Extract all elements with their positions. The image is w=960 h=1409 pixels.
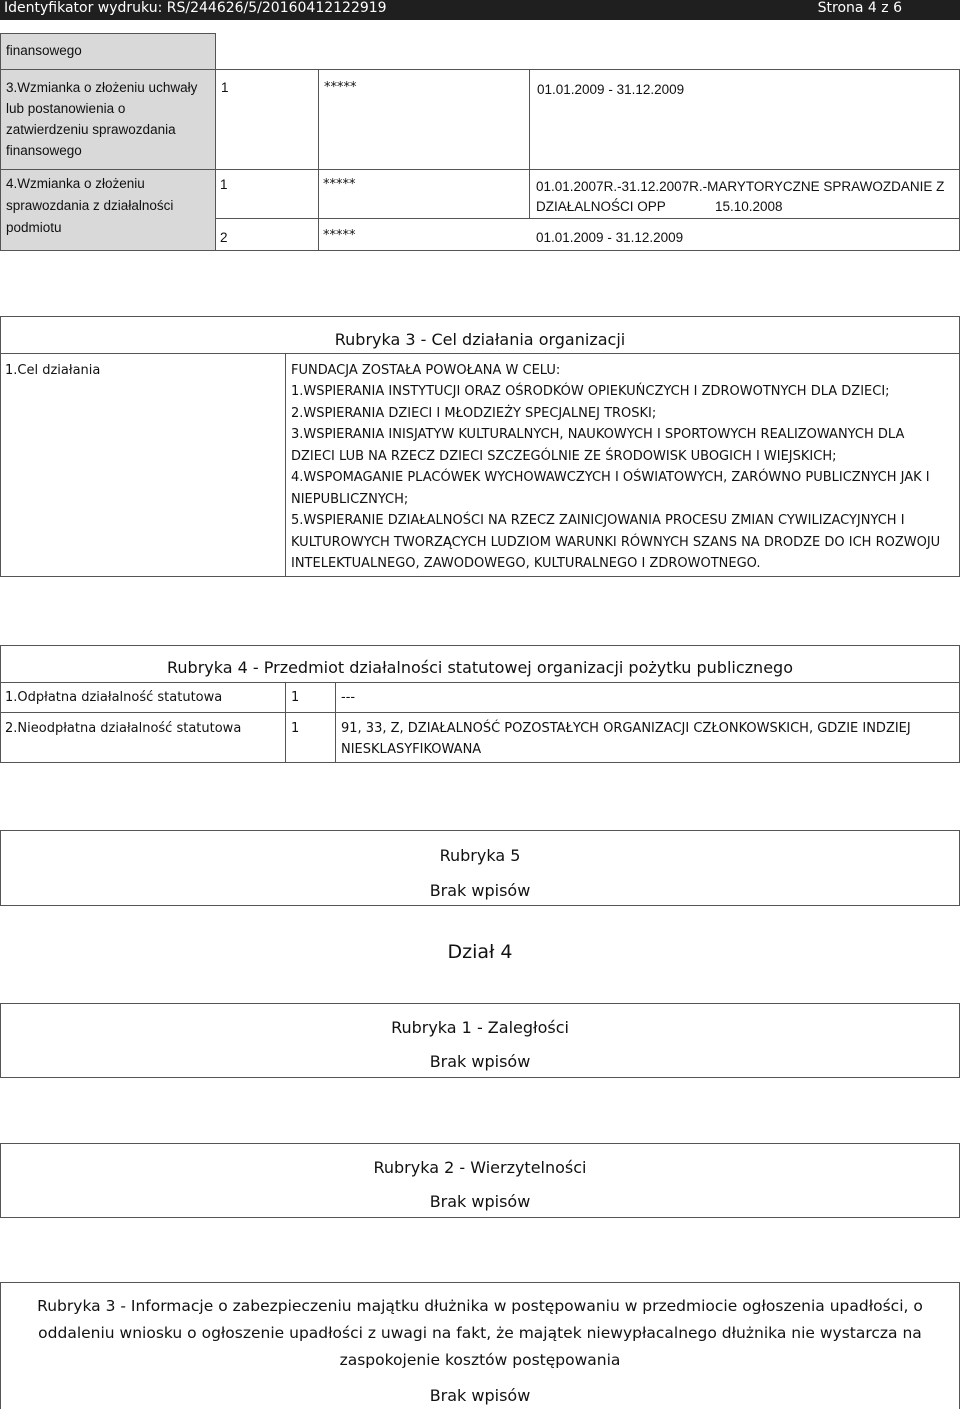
d4-rubryka1-section <box>0 1003 960 1078</box>
section-title-line: oddaleniu wniosku o ogłoszenie upadłości z uwagi na fakt, że majątek niewypłacalnego dłużnika nie wystarcza na <box>38 1324 922 1342</box>
rubryka5-section <box>0 830 960 906</box>
report-text-line2: DZIAŁALNOŚCI OPP <box>536 199 666 214</box>
label-line: podmiotu <box>6 220 62 235</box>
print-header-bar <box>0 0 960 20</box>
label-cell-row4 <box>0 169 216 251</box>
purpose-line: 4.WSPOMAGANIE PLACÓWEK WYCHOWAWCZYCH I OŚWIATOWYCH, ZARÓWNO PUBLICZNYCH JAK I <box>291 470 930 485</box>
no-entries-text: Brak wpisów <box>429 1052 531 1071</box>
activity-value: NIESKLASYFIKOWANA <box>341 742 482 757</box>
label-line: finansowego <box>6 143 82 158</box>
period-text: 01.01.2009 - 31.12.2009 <box>537 82 685 97</box>
purpose-line: DZIECI LUB NA RZECZ DZIECI SZCZEGÓLNIE ZE ŚRODOWISK UBOGICH I WIEJSKICH; <box>291 449 837 464</box>
purpose-line: 1.WSPIERANIA INSTYTUCJI ORAZ OŚRODKÓW OPIEKUŃCZYCH I ZDROWOTNYCH DLA DZIECI; <box>291 384 890 399</box>
row3-num-cell <box>215 69 319 170</box>
activity-number: 1 <box>291 721 300 736</box>
purpose-line: 2.WSPIERANIA DZIECI I MŁODZIEŻY SPECJALNEJ TROSKI; <box>291 406 657 421</box>
activity-label: 1.Odpłatna działalność statutowa <box>5 690 223 705</box>
section-title: Rubryka 3 - Cel działania organizacji <box>334 330 626 349</box>
entry-number: 1 <box>221 80 229 95</box>
label-line: 4.Wzmianka o złożeniu <box>6 176 145 191</box>
section-title: Rubryka 1 - Zaległości <box>391 1018 569 1037</box>
masked-value: ***** <box>323 228 356 243</box>
label-line: lub postanowienia o <box>6 101 126 116</box>
label-cell-row3 <box>0 69 216 170</box>
label-line: 3.Wzmianka o złożeniu uchwały <box>6 80 198 95</box>
label-line: zatwierdzeniu sprawozdania <box>6 122 176 137</box>
purpose-line: 5.WSPIERANIE DZIAŁALNOŚCI NA RZECZ ZAINICJOWANIA PROCESU ZMIAN CYWILIZACYJNYCH I <box>291 513 905 528</box>
section-title: Rubryka 4 - Przedmiot działalności statutowej organizacji pożytku publicznego <box>167 658 793 677</box>
masked-value: ***** <box>323 177 356 192</box>
section-title: Rubryka 2 - Wierzytelności <box>373 1158 587 1177</box>
row3-stars-cell <box>318 69 530 170</box>
purpose-line: INTELEKTUALNEGO, ZAWODOWEGO, KULTURALNEGO I ZDROWOTNEGO. <box>291 556 761 571</box>
activity-value: --- <box>341 690 356 705</box>
entry-number: 1 <box>220 177 228 192</box>
purpose-line: KULTUROWYCH TWORZĄCYCH LUDZIOM WARUNKI RÓWNYCH SZANS NA DRODZE DO ICH ROZWOJU <box>291 535 941 550</box>
d4-rubryka2-section <box>0 1143 960 1218</box>
activity-number: 1 <box>291 690 300 705</box>
period-text: 01.01.2009 - 31.12.2009 <box>536 230 684 245</box>
activity-value: 91, 33, Z, DZIAŁALNOŚĆ POZOSTAŁYCH ORGANIZACJI CZŁONKOWSKICH, GDZIE INDZIEJ <box>341 721 911 736</box>
report-text-line1: 01.01.2007R.-31.12.2007R.-MARYTORYCZNE SPRAWOZDANIE Z <box>536 179 945 194</box>
d4-rubryka3-section <box>0 1282 960 1409</box>
label-text: finansowego <box>6 43 82 58</box>
no-entries-text: Brak wpisów <box>429 881 531 900</box>
page-number: Strona 4 z 6 <box>817 0 902 16</box>
masked-value: ***** <box>324 80 357 95</box>
section-title: Rubryka 5 <box>439 846 521 865</box>
entry-number: 2 <box>220 230 228 245</box>
section-title-line: Rubryka 3 - Informacje o zabezpieczeniu majątku dłużnika w postępowaniu w przedmiocie ogłoszenia upadłości, o <box>37 1297 923 1315</box>
no-entries-text: Brak wpisów <box>429 1192 531 1211</box>
row3-period-cell <box>529 69 960 170</box>
print-identifier: Identyfikator wydruku: RS/244626/5/20160412122919 <box>4 0 387 16</box>
label-line: sprawozdania z działalności <box>6 198 174 213</box>
section-title-line: zaspokojenie kosztów postępowania <box>339 1351 621 1369</box>
purpose-line: FUNDACJA ZOSTAŁA POWOŁANA W CELU: <box>291 363 561 378</box>
no-entries-text: Brak wpisów <box>429 1386 531 1405</box>
field-label: 1.Cel działania <box>5 363 101 378</box>
purpose-line: 3.WSPIERANIA INISJATYW KULTURALNYCH, NAUKOWYCH I SPORTOWYCH REALIZOWANYCH DLA <box>291 427 905 442</box>
dzial-title: Dział 4 <box>447 941 513 963</box>
purpose-line: NIEPUBLICZNYCH; <box>291 492 409 507</box>
report-date: 15.10.2008 <box>715 199 783 214</box>
activity-label: 2.Nieodpłatna działalność statutowa <box>5 721 242 736</box>
label-cell-finansowego <box>0 33 216 70</box>
